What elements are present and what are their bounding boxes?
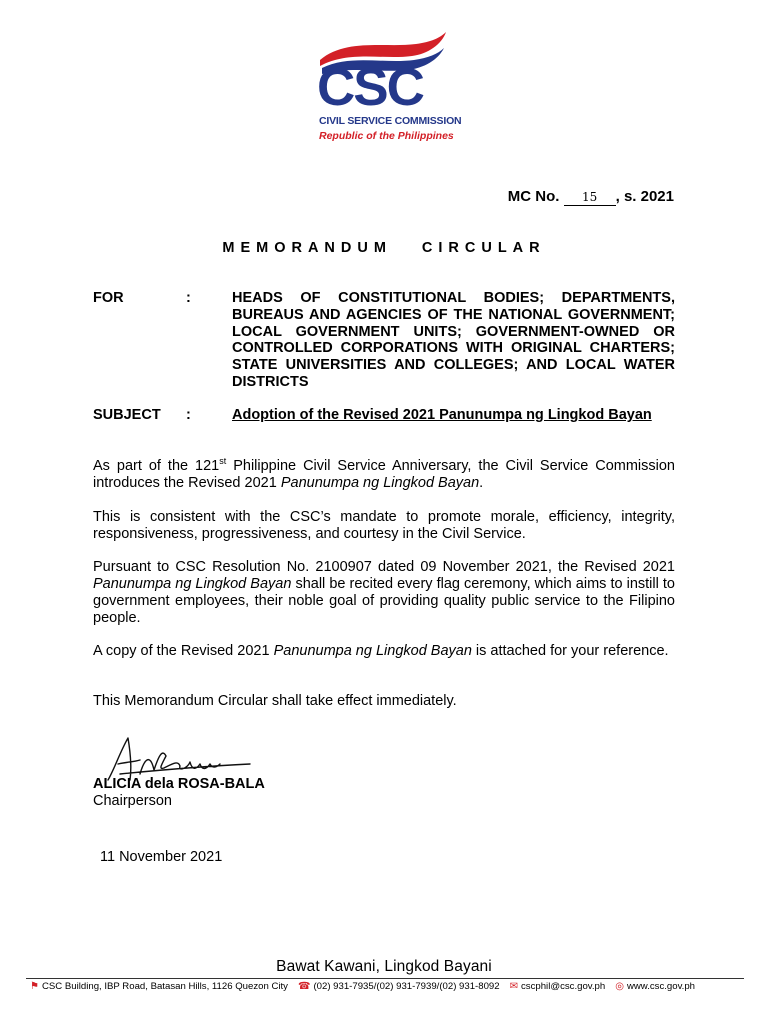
website-text: www.csc.gov.ph [626,981,696,992]
location-pin-icon: ⚑ [30,981,39,992]
subject-colon: : [186,407,191,423]
logo-country: Republic of the Philippines [319,130,454,142]
footer-tagline: Bawat Kawani, Lingkod Bayani [276,958,492,975]
p3-text-a: Pursuant to CSC Resolution No. 2100907 dated 09 November 2021, the Revised 2021 [93,559,675,575]
title-word-circular: CIRCULAR [421,240,546,256]
phone-text: (02) 931-7935/(02) 931-7939/(02) 931-8092 [313,981,500,992]
footer-address [30,981,288,992]
for-recipients: HEADS OF CONSTITUTIONAL BODIES; DEPARTMENTS, BUREAUS AND AGENCIES OF THE NATIONAL GOVERNMENT; LOCAL GOVERNMENT UNITS; GOVERNMENT-OWNED OR CONTROLLED CORPORATIONS WITH ORIGINAL CHARTERS; STATE UNIVERSITIES AND COLLEGES; AND LOCAL WATER DISTRICTS [232,290,675,390]
p3-italic-title: Panunumpa ng Lingkod Bayan [93,576,292,592]
mc-prefix: MC No. [507,188,560,205]
footer-phone [298,981,500,992]
address-text: CSC Building, IBP Road, Batasan Hills, 1126 Quezon City [41,981,288,992]
for-colon: : [186,290,191,306]
title-word-memorandum: MEMORANDUM [222,240,392,256]
email-text: cscphil@csc.gov.ph [521,981,606,992]
footer-email [510,981,606,992]
paragraph-2: This is consistent with the CSC’s mandate to promote morale, efficiency, integrity, responsiveness, progressiveness, and courtesy in the Civil Service. [93,509,675,542]
p1-superscript: st [219,456,227,467]
paragraph-1 [93,458,675,492]
document-title [0,240,768,256]
signatory-position: Chairperson [93,793,172,809]
paragraph-5: This Memorandum Circular shall take effect immediately. [93,693,457,709]
mc-suffix: , s. 2021 [615,188,674,205]
signatory-name: ALICIA dela ROSA-BALA [93,776,265,792]
logo-acronym: CSC [317,58,423,117]
subject-text: Adoption of the Revised 2021 Panunumpa ng Lingkod Bayan [232,407,652,423]
document-date: 11 November 2021 [100,849,223,865]
paragraph-3 [93,559,675,627]
p4-text-a: A copy of the Revised 2021 [93,643,274,659]
memo-number [508,188,674,206]
envelope-icon: ✉ [509,981,518,992]
p1-text-b: Philippine Civil Service Anniversary, the Civil Service Commission introduces the Revised 2021 [93,458,675,491]
p1-italic-title: Panunumpa ng Lingkod Bayan [280,475,480,491]
footer-contact-bar [30,981,740,992]
telephone-icon: ☎ [297,981,311,992]
footer-divider [26,978,744,979]
footer-website [615,981,695,992]
p3-text-b: shall be recited every flag ceremony, which aims to instill to government employees, their noble goal of providing quality public service to the Filipino people. [93,576,675,626]
p4-italic-title: Panunumpa ng Lingkod Bayan [273,643,472,659]
subject-label: SUBJECT [93,407,161,423]
p4-text-b: is attached for your reference. [471,643,669,659]
mc-number-value: 15 [564,189,616,206]
p1-text-c: . [479,475,484,491]
globe-icon: ◎ [615,981,624,992]
p1-text-a: As part of the 121 [93,458,220,474]
for-label: FOR [93,290,124,306]
paragraph-4 [93,643,675,660]
logo-agency-name: CIVIL SERVICE COMMISSION [319,115,462,127]
csc-logo [316,30,462,148]
